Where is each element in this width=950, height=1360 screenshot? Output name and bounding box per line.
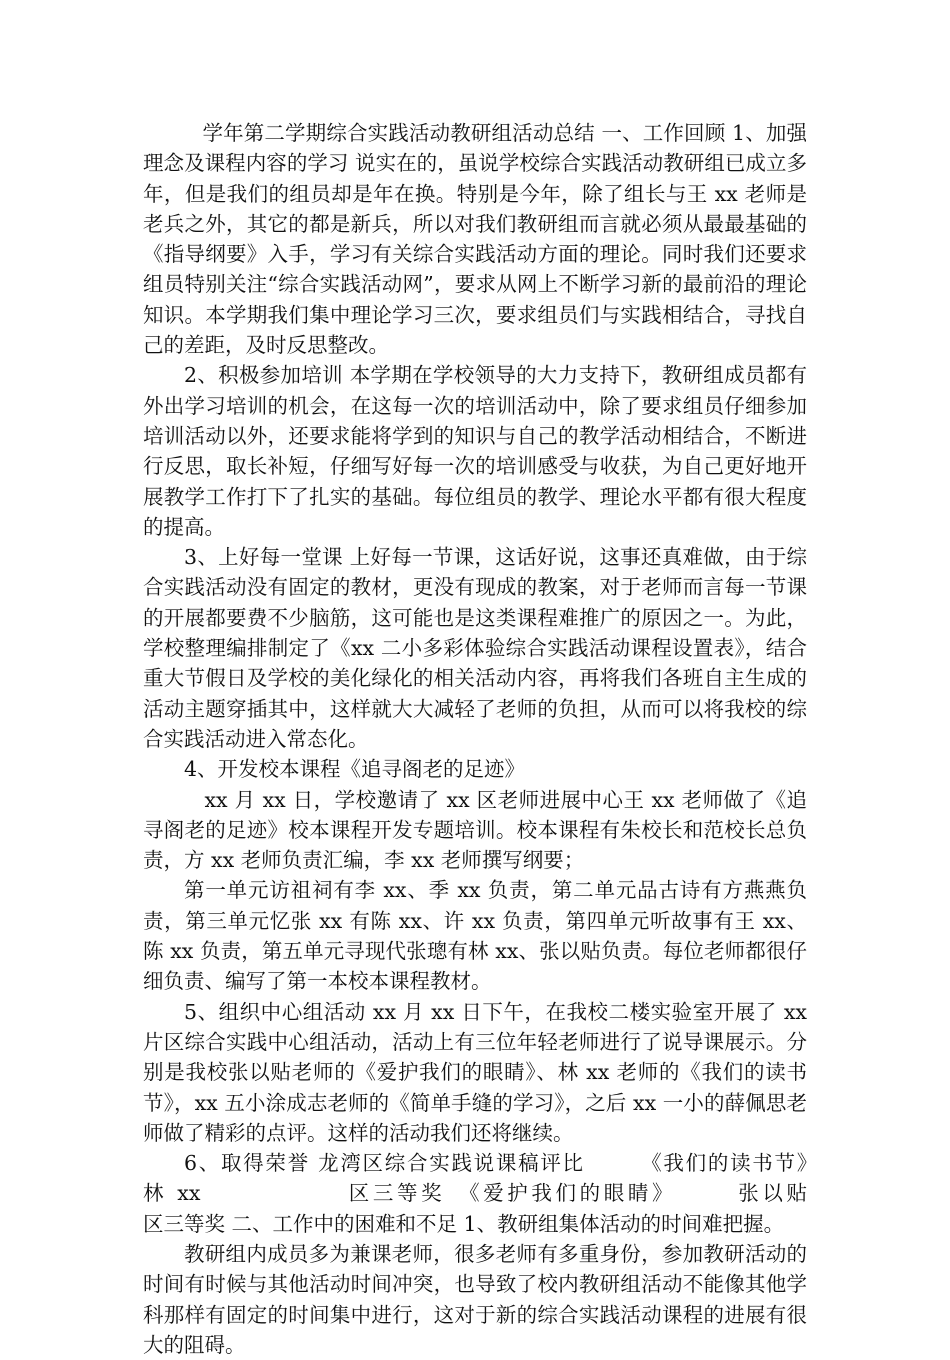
paragraph-school-course-training: xx 月 xx 日，学校邀请了 xx 区老师进展中心王 xx 老师做了《追寻阁老的足迹》校本课程开发专题培训。校本课程有朱校长和范校长总负责，方 xx 老师负责汇编，李 xx 老师撰写纲要； <box>143 787 807 873</box>
paragraph-honors: 6、取得荣誉 龙湾区综合实践说课稿评比 《我们的读书节》 林 xx 区三等奖 《爱护我们的眼睛》 张以贴 区三等奖 二、工作中的困难和不足 1、教研组集体活动的时间难把握。 <box>143 1151 930 1236</box>
paragraph-center-group: 5、组织中心组活动 xx 月 xx 日下午，在我校二楼实验室开展了 xx 片区综合实践中心组活动，活动上有三位年轻老师进行了说导课展示。分别是我校张以贴老师的《爱护我们的眼睛》、林 xx 老师的《我们的读书节》，xx 五小涂成志老师的《简单手缝的学习》，之后 xx 一小的薛佩思老师做了精彩的点评。这样的活动我们还将继续。 <box>143 999 807 1145</box>
paragraph-intro: 学年第二学期综合实践活动教研组活动总结 一、工作回顾 1、加强理念及课程内容的学习 说实在的，虽说学校综合实践活动教研组已成立多年，但是我们的组员却是年在换。特别是今年，除了组长与王 xx 老师是老兵之外，其它的都是新兵，所以对我们教研组而言就必须从最最基础的《指导纲要》入手，学习有关综合实践活动方面的理论。同时我们还要求组员特别关注“综合实践活动网”，要求从网上不断学习新的最前沿的理论知识。本学期我们集中理论学习三次，要求组员们与实践相结合，寻找自己的差距，及时反思整改。 <box>143 121 807 358</box>
paragraph-school-course-heading: 4、开发校本课程《追寻阁老的足迹》 <box>184 757 526 782</box>
paragraph-difficulties: 教研组内成员多为兼课老师，很多老师有多重身份，参加教研活动的时间有时候与其他活动时间冲突，也导致了校内教研组活动不能像其他学科那样有固定的时间集中进行，这对于新的综合实践活动课程的进展有很大的阻碍。 <box>143 1241 807 1357</box>
paragraph-training: 2、积极参加培训 本学期在学校领导的大力支持下，教研组成员都有外出学习培训的机会，在这每一次的培训活动中，除了要求组员仔细参加培训活动以外，还要求能将学到的知识与自己的教学活动相结合，不断进行反思，取长补短，仔细写好每一次的培训感受与收获，为自己更好地开展教学工作打下了扎实的基础。每位组员的教学、理论水平都有很大程度的提高。 <box>143 363 807 539</box>
paragraph-lessons: 3、上好每一堂课 上好每一节课，这话好说，这事还真难做，由于综合实践活动没有固定的教材，更没有现成的教案，对于老师而言每一节课的开展都要费不少脑筋，这可能也是这类课程难推广的原因之一。为此，学校整理编排制定了《xx 二小多彩体验综合实践活动课程设置表》，结合重大节假日及学校的美化绿化的相关活动内容，再将我们各班自主生成的活动主题穿插其中，这样就大大减轻了老师的负担，从而可以将我校的综合实践活动进入常态化。 <box>143 545 807 751</box>
document-body <box>143 118 930 1360</box>
paragraph-units: 第一单元访祖祠有李 xx、季 xx 负责，第二单元品古诗有方燕燕负责，第三单元忆张 xx 有陈 xx、许 xx 负责，第四单元听故事有王 xx、陈 xx 负责，第五单元寻现代张璁有林 xx、张以贴负责。每位老师都很仔细负责、编写了第一本校本课程教材。 <box>143 878 807 994</box>
